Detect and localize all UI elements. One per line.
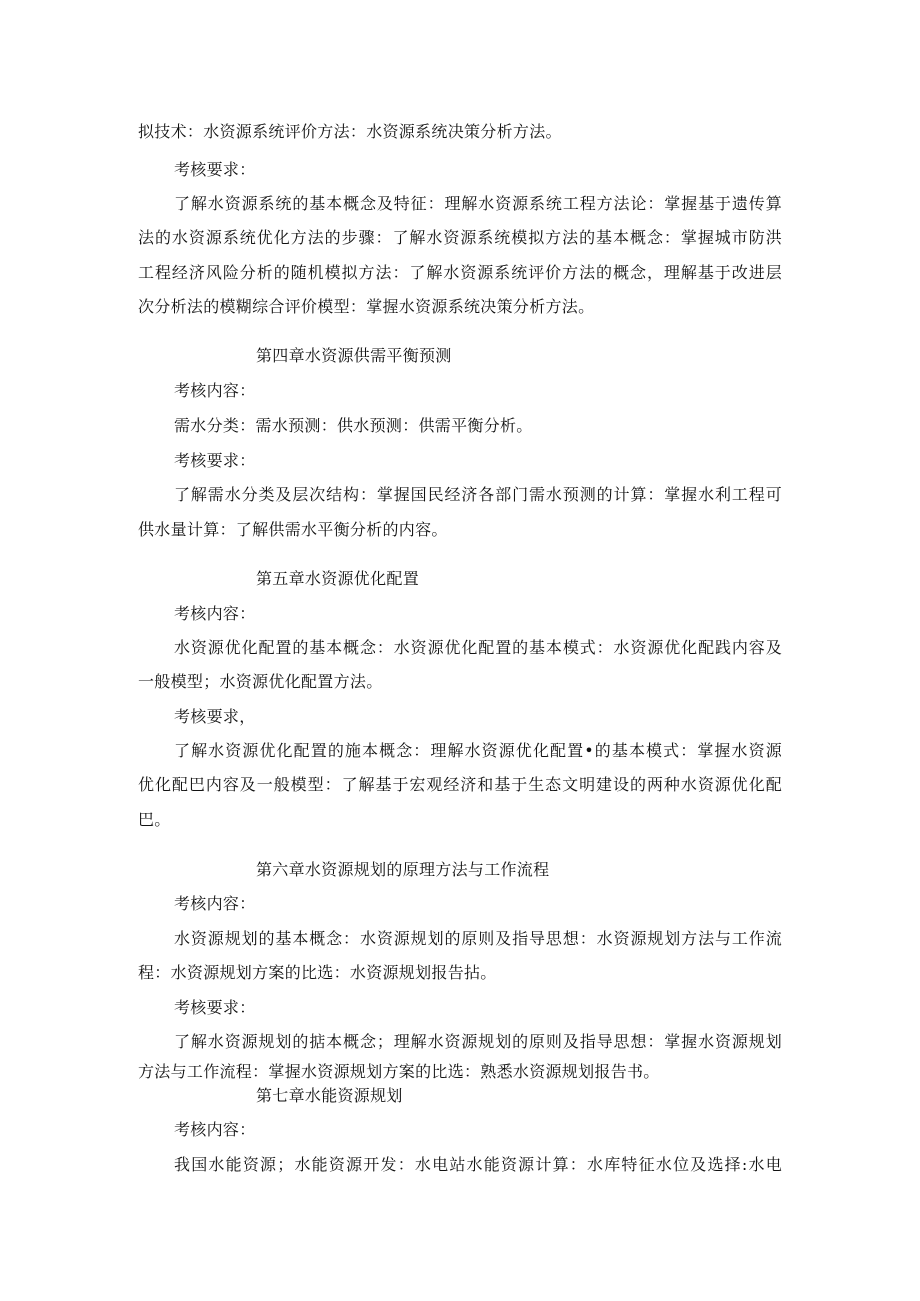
section-label: 考核要求： (174, 451, 256, 470)
text-line: 程：水资源规划方案的比选：水资源规划报告拈。 (138, 963, 497, 982)
text-line: 供水量计算：了解供需水平衡分析的内容。 (138, 520, 448, 539)
section-label: 考核要求， (174, 707, 256, 726)
section-label: 考核要求： (174, 998, 256, 1017)
section-label: 考核要求： (174, 160, 256, 179)
text-line: 巴。 (138, 810, 171, 829)
text-line: 了解水资源规划的掂本概念；理解水资源规划的原则及指导思想：掌握水资源规划 (174, 1032, 782, 1051)
text-line: 我国水能资源；水能资源开发：水电站水能资源计算：水库特征水位及选择:水电 (174, 1155, 782, 1174)
chapter-heading: 第七章水能资源规划 (256, 1086, 403, 1105)
chapter-heading: 第六章水资源规划的原理方法与工作流程 (256, 860, 550, 879)
section-label: 考核内容： (174, 381, 256, 400)
text-line: 次分析法的模糊综合评价模型：掌握水资源系统决策分析方法。 (138, 297, 595, 316)
text-line: 一般模型；水资源优化配置方法。 (138, 672, 383, 691)
text-line: 工程经济风险分析的随机模拟方法：了解水资源系统评价方法的概念，理解基于改进层 (138, 263, 782, 282)
text-line: 需水分类：需水预测：供水预测：供需平衡分析。 (174, 416, 533, 435)
section-label: 考核内容： (174, 604, 256, 623)
text-line: 优化配巴内容及一般模型：了解基于宏观经济和基于生态文明建设的两种水资源优化配 (138, 775, 782, 794)
text-line: 了解需水分类及层次结构：掌握国民经济各部门需水预测的计算：掌握水利工程可 (174, 485, 782, 504)
text-line: 方法与工作流程：掌握水资源规划方案的比选：熟悉水资源规划报告书。 (138, 1062, 660, 1081)
text-line: 水资源规划的基本概念：水资源规划的原则及指导思想：水资源规划方法与工作流 (174, 929, 782, 948)
text-line: 拟技术：水资源系统评价方法：水资源系统决策分析方法。 (138, 122, 562, 141)
text-line: 法的水资源系统优化方法的步骤：了解水资源系统模拟方法的基本概念：掌握城市防洪 (138, 228, 782, 247)
section-label: 考核内容： (174, 1120, 256, 1139)
text-line: 了解水资源优化配置的施本概念：理解水资源优化配置•的基本模式：掌握水资源 (174, 741, 782, 760)
text-line: 了解水资源系统的基本概念及特征：理解水资源系统工程方法论：掌握基于遗传算 (174, 194, 782, 213)
chapter-heading: 第五章水资源优化配置 (256, 569, 420, 588)
text-line: 水资源优化配置的基本概念：水资源优化配置的基本模式：水资源优化配践内容及 (174, 638, 782, 657)
section-label: 考核内容： (174, 894, 256, 913)
chapter-heading: 第四章水资源供需平衡预测 (256, 346, 452, 365)
